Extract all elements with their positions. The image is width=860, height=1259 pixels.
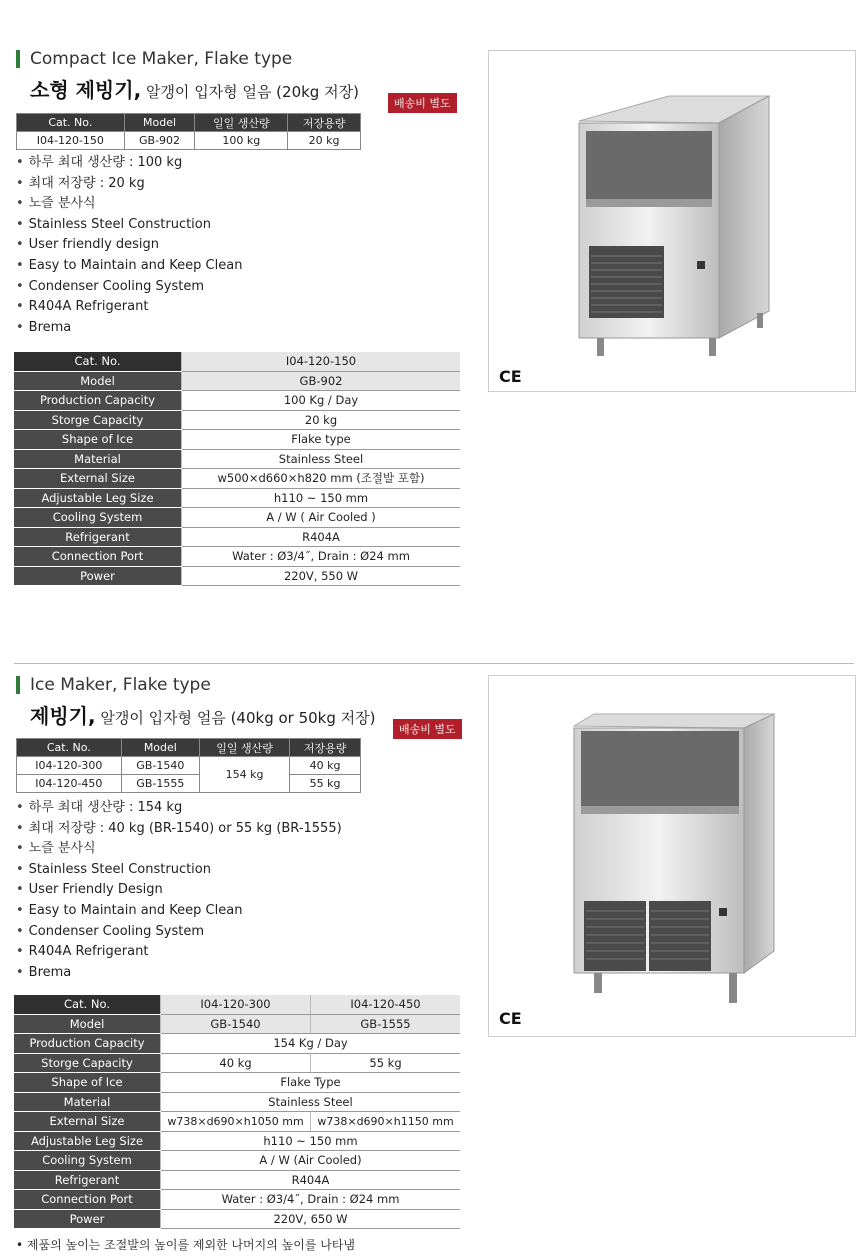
spec-value: GB-1540 <box>161 1014 311 1034</box>
summary-header: 저장용량 <box>290 739 361 757</box>
spec-label: Adjustable Leg Size <box>14 488 182 508</box>
spec-value: GB-1555 <box>311 1014 460 1034</box>
feature-item: • Brema <box>16 318 242 339</box>
section-accent-bar <box>16 50 20 68</box>
spec-value: h110 ~ 150 mm <box>161 1131 461 1151</box>
spec-value: R404A <box>182 527 461 547</box>
section1-product-image-frame <box>488 50 856 392</box>
spec-label: Material <box>14 1092 161 1112</box>
feature-item: • Easy to Maintain and Keep Clean <box>16 901 342 922</box>
feature-item: • Brema <box>16 963 342 984</box>
spec-label: Shape of Ice <box>14 1073 161 1093</box>
section2-product-image-frame <box>488 675 856 1037</box>
section1-shipping-badge: 배송비 별도 <box>388 93 457 113</box>
spec-value: A / W ( Air Cooled ) <box>182 508 461 528</box>
feature-item: • 최대 저장량 : 40 kg (BR-1540) or 55 kg (BR-1555) <box>16 819 342 840</box>
spec-value: 20 kg <box>182 410 461 430</box>
section1-title-en: Compact Ice Maker, Flake type <box>30 49 293 69</box>
summary-cell: I04-120-300 <box>17 757 122 775</box>
feature-item: • 최대 저장량 : 20 kg <box>16 174 242 195</box>
summary-header: Cat. No. <box>17 114 125 132</box>
feature-item: • Condenser Cooling System <box>16 277 242 298</box>
section2-summary-table <box>16 738 361 793</box>
spec-label: Refrigerant <box>14 527 182 547</box>
spec-value: GB-902 <box>182 371 461 391</box>
ce-mark: CE <box>499 1009 522 1028</box>
summary-cell: GB-902 <box>124 132 195 150</box>
summary-header: 일일 생산량 <box>195 114 288 132</box>
section1-summary-table <box>16 113 361 150</box>
spec-value: w738×d690×h1050 mm <box>161 1112 311 1132</box>
ice-maker-image <box>489 51 855 391</box>
spec-value: 55 kg <box>311 1053 460 1073</box>
summary-cell: GB-1555 <box>121 775 199 793</box>
section1-spec-table <box>14 352 460 586</box>
spec-label: Cooling System <box>14 1151 161 1171</box>
spec-value: Water : Ø3/4˝, Drain : Ø24 mm <box>182 547 461 567</box>
feature-item: • Easy to Maintain and Keep Clean <box>16 256 242 277</box>
feature-item: • 하루 최대 생산량 : 100 kg <box>16 153 242 174</box>
spec-value: 40 kg <box>161 1053 311 1073</box>
section2-shipping-badge: 배송비 별도 <box>393 719 462 739</box>
summary-cell: 55 kg <box>290 775 361 793</box>
spec-value: I04-120-150 <box>182 352 461 371</box>
spec-value: 220V, 650 W <box>161 1209 461 1229</box>
feature-item: • 노즐 분사식 <box>16 194 242 215</box>
summary-header: Model <box>121 739 199 757</box>
section1-title-ko-bold: 소형 제빙기, <box>30 78 142 102</box>
spec-label: Cat. No. <box>14 995 161 1014</box>
feature-item: • Stainless Steel Construction <box>16 215 242 236</box>
spec-value: I04-120-450 <box>311 995 460 1014</box>
summary-header: 저장용량 <box>288 114 361 132</box>
spec-value: Stainless Steel <box>161 1092 461 1112</box>
spec-label: Storge Capacity <box>14 1053 161 1073</box>
feature-item: • R404A Refrigerant <box>16 942 342 963</box>
spec-label: Storge Capacity <box>14 410 182 430</box>
spec-label: External Size <box>14 469 182 489</box>
summary-header: Cat. No. <box>17 739 122 757</box>
spec-label: Model <box>14 371 182 391</box>
section2-title-ko-bold: 제빙기, <box>30 704 96 728</box>
spec-label: Refrigerant <box>14 1170 161 1190</box>
spec-label: Cooling System <box>14 508 182 528</box>
section2-title-ko-rest: 알갱이 입자형 얼음 (40kg or 50kg 저장) <box>100 709 376 727</box>
spec-label: Adjustable Leg Size <box>14 1131 161 1151</box>
summary-cell: 154 kg <box>200 757 290 793</box>
summary-header: 일일 생산량 <box>200 739 290 757</box>
spec-value: 154 Kg / Day <box>161 1034 461 1054</box>
spec-label: Shape of Ice <box>14 430 182 450</box>
section2-spec-table <box>14 995 460 1229</box>
spec-value: w500×d660×h820 mm (조절발 포함) <box>182 469 461 489</box>
summary-cell: I04-120-150 <box>17 132 125 150</box>
ce-mark: CE <box>499 367 522 386</box>
section1-title-ko <box>30 74 359 103</box>
spec-label: Power <box>14 566 182 586</box>
summary-cell: 40 kg <box>290 757 361 775</box>
spec-value: Flake type <box>182 430 461 450</box>
spec-label: Material <box>14 449 182 469</box>
spec-label: Power <box>14 1209 161 1229</box>
spec-value: Water : Ø3/4˝, Drain : Ø24 mm <box>161 1190 461 1210</box>
spec-value: 220V, 550 W <box>182 566 461 586</box>
feature-item: • 하루 최대 생산량 : 154 kg <box>16 798 342 819</box>
summary-header: Model <box>124 114 195 132</box>
section-divider <box>14 663 854 664</box>
spec-value: h110 ~ 150 mm <box>182 488 461 508</box>
section1-feature-list <box>16 153 242 338</box>
spec-label: Production Capacity <box>14 391 182 411</box>
ice-maker-image <box>489 676 855 1036</box>
feature-item: • Stainless Steel Construction <box>16 860 342 881</box>
feature-item: • Condenser Cooling System <box>16 922 342 943</box>
spec-value: Stainless Steel <box>182 449 461 469</box>
spec-value: w738×d690×h1150 mm <box>311 1112 460 1132</box>
bullet: • <box>16 1238 27 1252</box>
spec-label: Connection Port <box>14 547 182 567</box>
spec-label: Model <box>14 1014 161 1034</box>
section2-title-ko <box>30 700 376 729</box>
spec-value: R404A <box>161 1170 461 1190</box>
spec-value: A / W (Air Cooled) <box>161 1151 461 1171</box>
section2-title-en: Ice Maker, Flake type <box>30 675 211 695</box>
spec-value: 100 Kg / Day <box>182 391 461 411</box>
summary-cell: GB-1540 <box>121 757 199 775</box>
summary-cell: I04-120-450 <box>17 775 122 793</box>
feature-item: • 노즐 분사식 <box>16 839 342 860</box>
footnote-text: 제품의 높이는 조절발의 높이를 제외한 나머지의 높이를 나타냄 <box>26 1238 356 1252</box>
spec-label: Production Capacity <box>14 1034 161 1054</box>
summary-cell: 100 kg <box>195 132 288 150</box>
section1-title-ko-rest: 알갱이 입자형 얼음 (20kg 저장) <box>145 83 359 101</box>
spec-label: Connection Port <box>14 1190 161 1210</box>
section2-feature-list <box>16 798 342 983</box>
spec-value: Flake Type <box>161 1073 461 1093</box>
feature-item: • User friendly design <box>16 235 242 256</box>
feature-item: • R404A Refrigerant <box>16 297 242 318</box>
section-accent-bar <box>16 676 20 694</box>
spec-label: Cat. No. <box>14 352 182 371</box>
spec-value: I04-120-300 <box>161 995 311 1014</box>
footnote <box>16 1236 355 1253</box>
feature-item: • User Friendly Design <box>16 880 342 901</box>
summary-cell: 20 kg <box>288 132 361 150</box>
spec-label: External Size <box>14 1112 161 1132</box>
